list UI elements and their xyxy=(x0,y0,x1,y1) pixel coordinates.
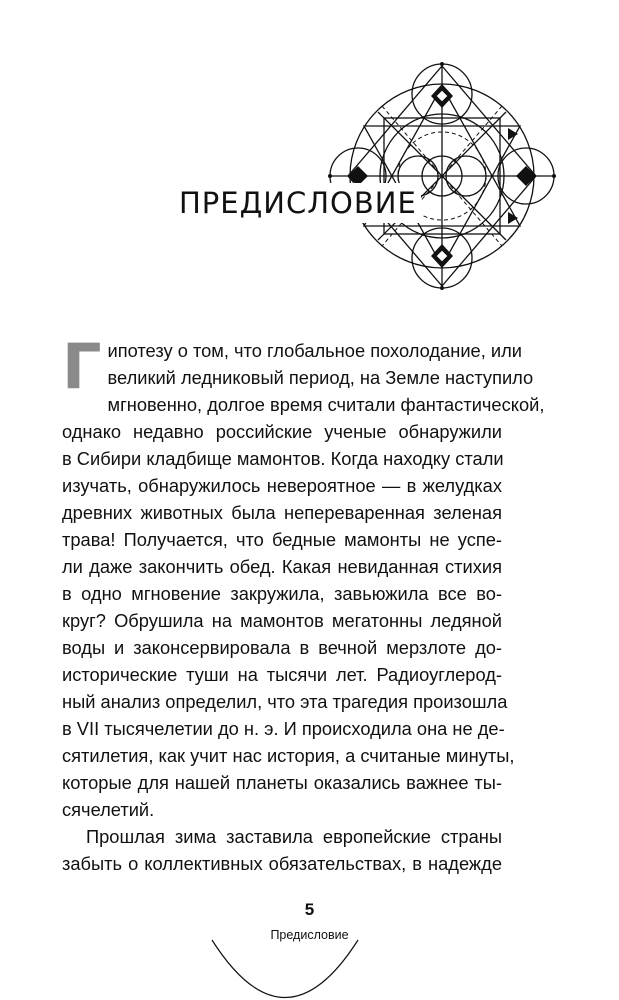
body-text xyxy=(62,330,545,877)
text-line: мгновенно, долгое время считали фантастической, xyxy=(107,394,545,415)
page-number: 5 xyxy=(304,900,315,919)
text-line: сятилетия, как учит нас история, а считаные минуты, xyxy=(62,745,515,766)
text-line: древних животных была непереваренная зеленая xyxy=(62,502,502,523)
text-line: забыть о коллективных обязательствах, в надежде xyxy=(62,853,502,874)
page-title: ПРЕДИСЛОВИЕ xyxy=(175,183,421,223)
sacred-geometry-icon xyxy=(322,46,568,308)
text-line: ный анализ определил, что эта трагедия произошла xyxy=(62,691,508,712)
text-line: трава! Получается, что бедные мамонты не успе- xyxy=(62,529,502,550)
text-line: однако недавно российские ученые обнаружили xyxy=(62,421,502,442)
text-line: сячелетий. xyxy=(62,799,155,820)
text-line: ли даже закончить обед. Какая невиданная стихия xyxy=(62,556,502,577)
text-line: великий ледниковый период, на Земле наступило xyxy=(107,367,534,388)
text-line: в одно мгновение закружила, завьюжила все во- xyxy=(62,583,502,604)
text-line: которые для нашей планеты оказались важнее ты- xyxy=(62,772,502,793)
footer-arc xyxy=(210,935,360,1000)
text-line: в VII тысячелетии до н. э. И происходила она не де- xyxy=(62,718,505,739)
text-line: Прошлая зима заставила европейские страны xyxy=(86,826,502,847)
text-line: воды и законсервировала в вечной мерзлоте до- xyxy=(62,637,502,658)
text-line: исторические туши на тысячи лет. Радиоуглерод- xyxy=(62,664,502,685)
running-footer: Предисловие xyxy=(270,928,349,942)
text-line: круг? Обрушила на мамонтов мегатонны ледяной xyxy=(62,610,502,631)
drop-cap: Г xyxy=(62,330,102,403)
text-line: в Сибири кладбище мамонтов. Когда находку стали xyxy=(62,448,504,469)
text-line: ипотезу о том, что глобальное похолодание, или xyxy=(107,340,522,361)
text-line: изучать, обнаружилось невероятное — в желудках xyxy=(62,475,502,496)
